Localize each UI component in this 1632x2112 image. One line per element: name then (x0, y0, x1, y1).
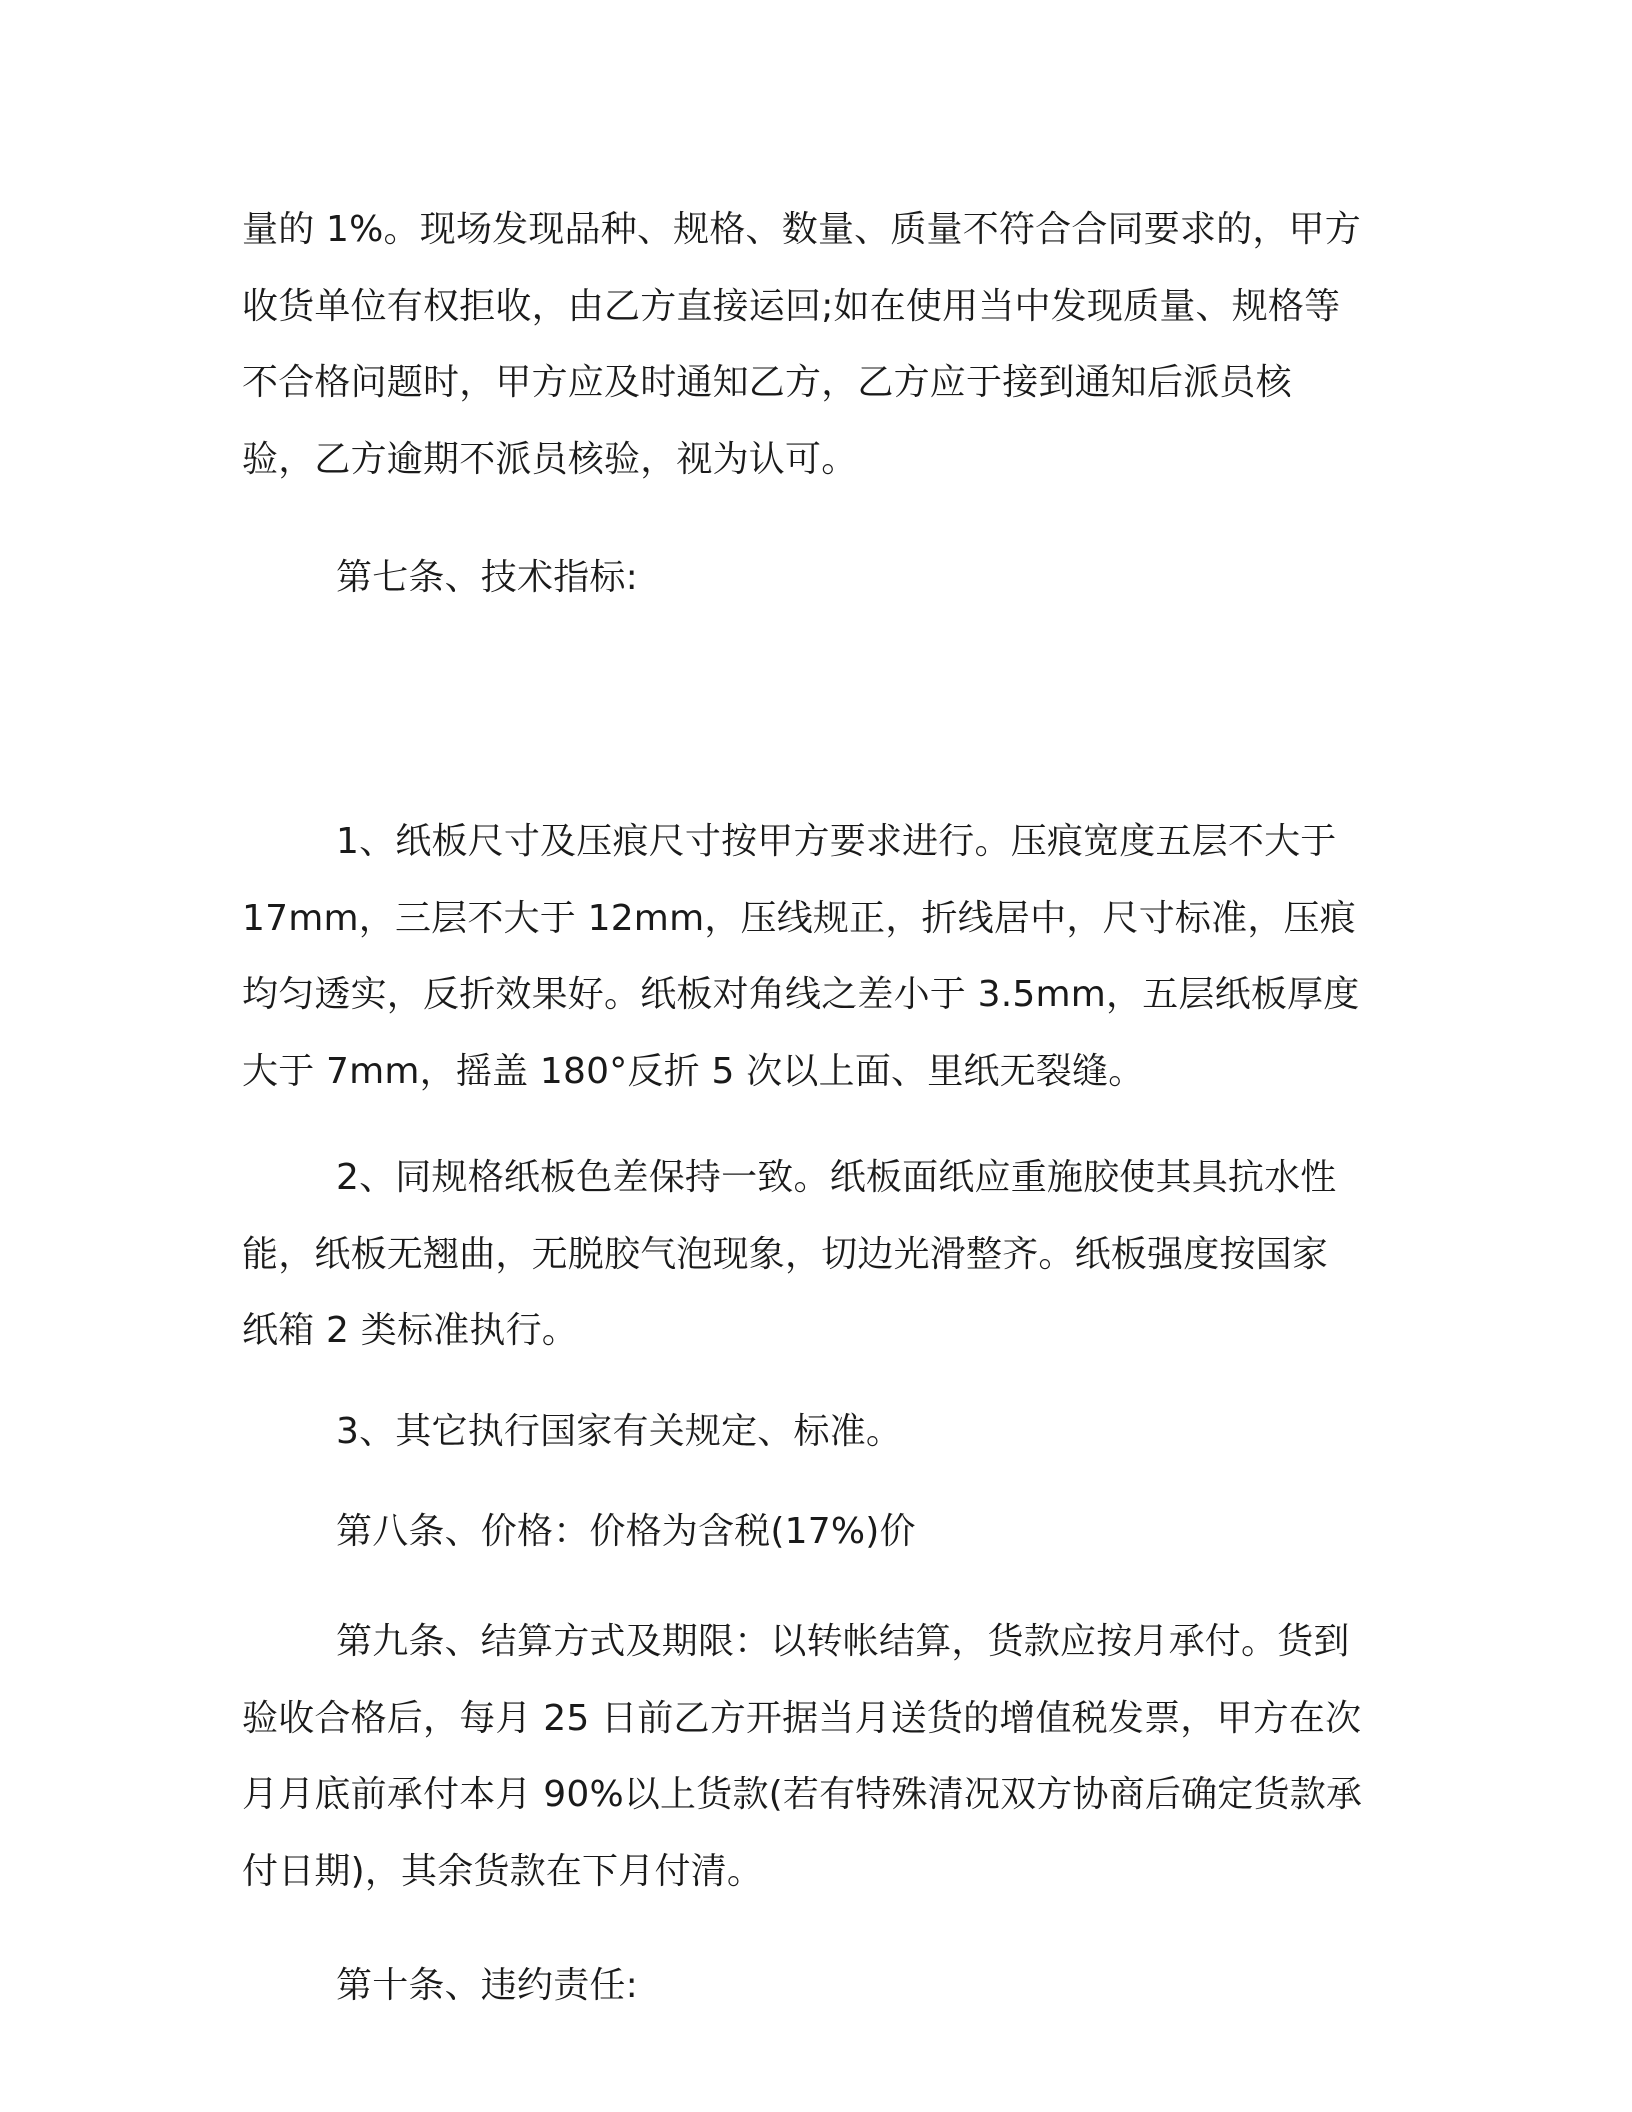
text-line: 均匀透实，反折效果好。纸板对角线之差小于 3.5mm，五层纸板厚度 (242, 974, 1360, 1016)
heading-article-10 (242, 1948, 638, 2025)
paragraph-tech-item-1 (242, 804, 1359, 1111)
text-line: 第七条、技术指标: (336, 557, 638, 598)
text-line: 能，纸板无翘曲，无脱胶气泡现象，切边光滑整齐。纸板强度按国家 (242, 1233, 1329, 1275)
text-line: 不合格问题时，甲方应及时通知乙方，乙方应于接到通知后派员核 (242, 362, 1292, 404)
text-line: 3、其它执行国家有关规定、标准。 (336, 1411, 903, 1452)
paragraph-tech-item-3 (242, 1394, 902, 1471)
text-line: 第十条、违约责任: (336, 1965, 638, 2006)
heading-article-8-price (242, 1494, 916, 1571)
text-line: 收货单位有权拒收，由乙方直接运回;如在使用当中发现质量、规格等 (242, 285, 1341, 327)
text-line: 量的 1%。现场发现品种、规格、数量、质量不符合合同要求的，甲方 (242, 209, 1361, 250)
heading-article-7 (242, 540, 638, 617)
text-line: 大于 7mm，摇盖 180°反折 5 次以上面、里纸无裂缝。 (242, 1051, 1145, 1093)
text-line: 第九条、结算方式及期限：以转帐结算，货款应按月承付。货到 (336, 1621, 1350, 1662)
text-line: 月月底前承付本月 90%以上货款(若有特殊清况双方协商后确定货款承 (242, 1774, 1363, 1816)
text-line: 验收合格后，每月 25 日前乙方开据当月送货的增值税发票，甲方在次 (242, 1697, 1362, 1739)
text-line: 2、同规格纸板色差保持一致。纸板面纸应重施胶使其具抗水性 (336, 1157, 1337, 1198)
paragraph-article-9-settlement (242, 1604, 1362, 1911)
text-line: 付日期)，其余货款在下月付清。 (242, 1851, 764, 1893)
paragraph-quality-inspection (242, 192, 1361, 499)
text-line: 验，乙方逾期不派员核验，视为认可。 (242, 439, 858, 481)
paragraph-tech-item-2 (242, 1140, 1337, 1370)
text-line: 第八条、价格：价格为含税(17%)价 (336, 1511, 916, 1552)
text-line: 纸箱 2 类标准执行。 (242, 1310, 578, 1352)
text-line: 1、纸板尺寸及压痕尺寸按甲方要求进行。压痕宽度五层不大于 (336, 821, 1337, 862)
text-line: 17mm，三层不大于 12mm，压线规正，折线居中，尺寸标准，压痕 (242, 897, 1356, 939)
